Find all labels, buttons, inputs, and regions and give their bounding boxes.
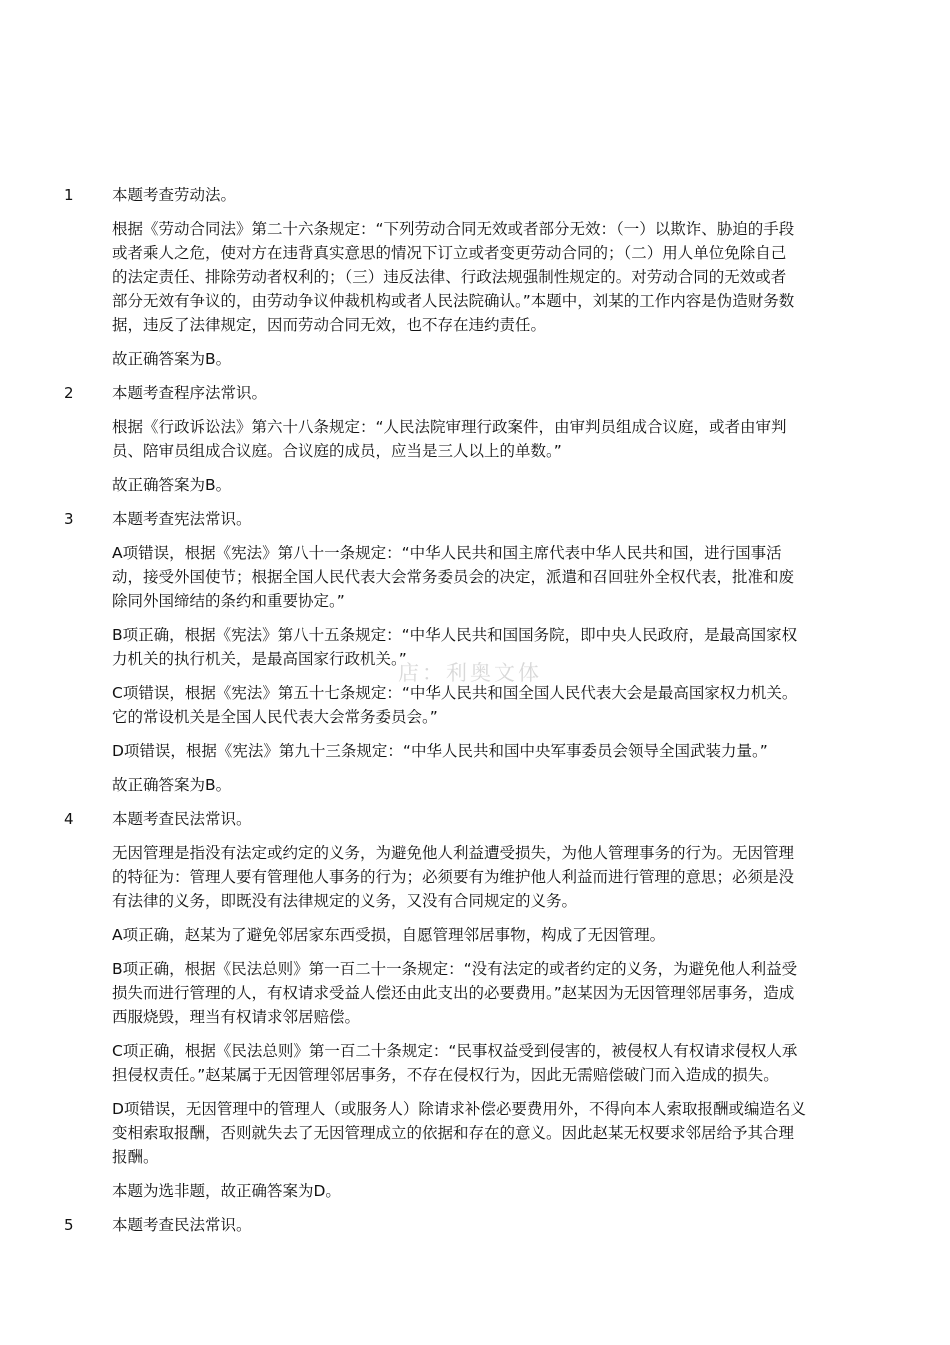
text-line: 据，违反了法律规定，因而劳动合同无效，也不存在违约责任。 xyxy=(112,316,547,334)
question-topic: 本题考查宪法常识。 xyxy=(112,510,252,528)
text-line: 力机关的执行机关，是最高国家行政机关。” xyxy=(112,650,407,668)
explanation-paragraph xyxy=(112,541,862,613)
text-line: 变相索取报酬，否则就失去了无因管理成立的依据和存在的意义。因此赵某无权要求邻居给予其合理 xyxy=(112,1124,795,1142)
text-line: 故正确答案为B。 xyxy=(112,350,232,368)
text-line: C项错误，根据《宪法》第五十七条规定：“中华人民共和国全国人民代表大会是最高国家权力机关。 xyxy=(112,684,798,702)
text-line: 本题为选非题，故正确答案为D。 xyxy=(112,1182,341,1200)
explanation-paragraph xyxy=(112,841,862,913)
text-line: A项正确，赵某为了避免邻居家东西受损，自愿管理邻居事物，构成了无因管理。 xyxy=(112,926,666,944)
text-line: 根据《行政诉讼法》第六十八条规定：“人民法院审理行政案件，由审判员组成合议庭，或者由审判 xyxy=(112,418,787,436)
question-4 xyxy=(0,807,950,1203)
explanation-paragraph xyxy=(112,1179,862,1203)
question-number: 1 xyxy=(64,186,74,204)
text-line: 有法律的义务，即既没有法律规定的义务，又没有合同规定的义务。 xyxy=(112,892,578,910)
question-2 xyxy=(0,381,950,497)
text-line: B项正确，根据《宪法》第八十五条规定：“中华人民共和国国务院，即中央人民政府，是最高国家权 xyxy=(112,626,798,644)
text-line: D项错误，无因管理中的管理人（或服务人）除请求补偿必要费用外，不得向本人索取报酬或编造名义 xyxy=(112,1100,806,1118)
explanation-paragraph xyxy=(112,217,862,337)
text-line: 无因管理是指没有法定或约定的义务，为避免他人利益遭受损失，为他人管理事务的行为。无因管理 xyxy=(112,844,795,862)
text-line: 担侵权责任。”赵某属于无因管理邻居事务，不存在侵权行为，因此无需赔偿破门而入造成的损失。 xyxy=(112,1066,779,1084)
question-number: 3 xyxy=(64,510,74,528)
explanation-paragraph xyxy=(112,1039,862,1087)
question-number: 2 xyxy=(64,384,74,402)
text-line: B项正确，根据《民法总则》第一百二十一条规定：“没有法定的或者约定的义务，为避免他人利益受 xyxy=(112,960,798,978)
explanation-paragraph xyxy=(112,623,862,671)
text-line: 动，接受外国使节；根据全国人民代表大会常务委员会的决定，派遣和召回驻外全权代表，批准和废 xyxy=(112,568,795,586)
question-5 xyxy=(0,1213,950,1237)
explanation-paragraph xyxy=(112,347,862,371)
explanation-paragraph xyxy=(112,923,862,947)
text-line: 部分无效有争议的，由劳动争议仲裁机构或者人民法院确认。”本题中，刘某的工作内容是伪造财务数 xyxy=(112,292,795,310)
text-line: 它的常设机关是全国人民代表大会常务委员会。” xyxy=(112,708,438,726)
explanation-paragraph xyxy=(112,739,862,763)
text-line: 故正确答案为B。 xyxy=(112,776,232,794)
text-line: 除同外国缔结的条约和重要协定。” xyxy=(112,592,345,610)
question-topic: 本题考查民法常识。 xyxy=(112,1216,252,1234)
explanation-paragraph xyxy=(112,681,862,729)
text-line: 员、陪审员组成合议庭。合议庭的成员，应当是三人以上的单数。” xyxy=(112,442,562,460)
text-line: 或者乘人之危，使对方在违背真实意思的情况下订立或者变更劳动合同的；（二）用人单位免除自己 xyxy=(112,244,787,262)
text-line: 损失而进行管理的人，有权请求受益人偿还由此支出的必要费用。”赵某因为无因管理邻居事务，造成 xyxy=(112,984,795,1002)
text-line: 西服烧毁，理当有权请求邻居赔偿。 xyxy=(112,1008,361,1026)
text-line: 的特征为：管理人要有管理他人事务的行为；必须要有为维护他人利益而进行管理的意思；必须是没 xyxy=(112,868,795,886)
question-topic: 本题考查程序法常识。 xyxy=(112,384,268,402)
explanation-paragraph xyxy=(112,415,862,463)
text-line: D项错误，根据《宪法》第九十三条规定：“中华人民共和国中央军事委员会领导全国武装力量。” xyxy=(112,742,768,760)
text-line: C项正确，根据《民法总则》第一百二十条规定：“民事权益受到侵害的，被侵权人有权请求侵权人承 xyxy=(112,1042,798,1060)
explanation-paragraph xyxy=(112,1097,862,1169)
document-page xyxy=(0,183,950,1247)
text-line: 故正确答案为B。 xyxy=(112,476,232,494)
watermark-text: 店：利奥文体 xyxy=(398,661,542,685)
explanation-paragraph xyxy=(112,957,862,1029)
question-number: 5 xyxy=(64,1216,74,1234)
question-number: 4 xyxy=(64,810,74,828)
text-line: A项错误，根据《宪法》第八十一条规定：“中华人民共和国主席代表中华人民共和国，进行国事活 xyxy=(112,544,782,562)
question-topic: 本题考查劳动法。 xyxy=(112,186,237,204)
question-1 xyxy=(0,183,950,371)
question-topic: 本题考查民法常识。 xyxy=(112,810,252,828)
explanation-paragraph xyxy=(112,773,862,797)
text-line: 报酬。 xyxy=(112,1148,159,1166)
question-3 xyxy=(0,507,950,797)
text-line: 根据《劳动合同法》第二十六条规定：“下列劳动合同无效或者部分无效：（一）以欺诈、胁迫的手段 xyxy=(112,220,795,238)
explanation-paragraph xyxy=(112,473,862,497)
text-line: 的法定责任、排除劳动者权利的；（三）违反法律、行政法规强制性规定的。对劳动合同的无效或者 xyxy=(112,268,787,286)
